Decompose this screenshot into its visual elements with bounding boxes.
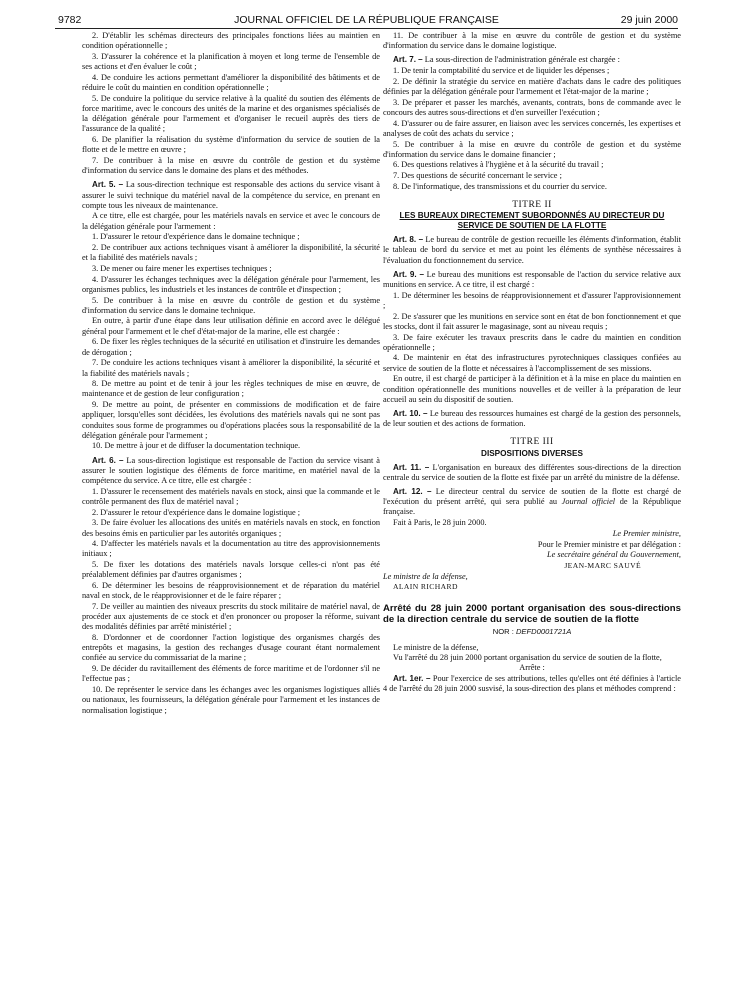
left-column	[82, 31, 380, 716]
arrete-intro-minister: Le ministre de la défense,	[393, 642, 479, 652]
paragraph-text: Le directeur central du service de soutien de la flotte est chargé de l'exécution du présent arrêté, qui sera publié au	[383, 487, 681, 507]
paragraph	[82, 539, 380, 559]
article-paragraph	[383, 487, 681, 518]
arrete-intro-vu: Vu l'arrêté du 28 juin 2000 portant organisation du service de soutien de la flotte,	[393, 652, 662, 662]
paragraph	[82, 581, 380, 601]
paragraph	[383, 66, 681, 76]
paragraph	[383, 374, 681, 405]
paragraph-text: Fait à Paris, le 28 juin 2000.	[393, 518, 487, 528]
paragraph-text: 3. D'assurer la cohérence et la planification à moyen et long terme de l'ensemble de ses actions et d'en évaluer le coût ;	[82, 51, 380, 72]
paragraph	[82, 518, 380, 538]
right-paragraphs-a	[383, 31, 681, 192]
paragraph-text: Le bureau des munitions est responsable de l'action du service relative aux munitions en service. A ce titre, il est chargé :	[383, 269, 681, 290]
paragraph-text: 9. De décider du ravitaillement des éléments de force maritime et de l'ordonner s'il ne l'effectue pas ;	[82, 664, 380, 684]
paragraph-text: 1. De tenir la comptabilité du service et de liquider les dépenses ;	[393, 66, 610, 76]
paragraph-text: 7. De conduire les actions techniques visant à améliorer la disponibilité, la sécurité et la fiabilité des matériels navals ;	[82, 358, 380, 378]
paragraph-text: 1. De déterminer les besoins de réapprovisionnement et d'assurer l'approvisionnement ;	[383, 290, 681, 310]
paragraph	[383, 182, 681, 192]
paragraph	[383, 140, 681, 160]
paragraph	[383, 518, 681, 528]
paragraph	[82, 633, 380, 664]
paragraph	[383, 353, 681, 373]
paragraph	[82, 296, 380, 316]
paragraph	[82, 602, 380, 633]
page-number: 9782	[58, 14, 82, 26]
paragraph-text: 1. D'assurer le retour d'expérience dans le domaine technique ;	[92, 232, 300, 242]
article-lead: Art. 6. –	[92, 455, 124, 465]
paragraph-text: 7. Des questions de sécurité concernant le service ;	[393, 171, 562, 181]
paragraph	[82, 316, 380, 336]
paragraph-text: Le bureau des ressources humaines est chargé de la gestion des personnels, de leur soutien et des actions de formation.	[383, 409, 681, 429]
article-lead: Art. 11. –	[393, 462, 430, 472]
right-paragraphs-b	[383, 235, 681, 429]
paragraph-text: 8. De l'informatique, des transmissions et du courrier du service.	[393, 181, 607, 191]
paragraph-text: 10. De représenter le service dans les échanges avec les organismes logistiques alliés ou nationaux, les fournisseurs, la délégation générale pour l'armement et les instances de normalisation logistique ;	[82, 685, 380, 715]
paragraph-text: 5. De fixer les dotations des matériels navals lorsque celles-ci n'ont pas été préalablement définies par d'autres organismes ;	[82, 560, 380, 580]
paragraph-text: 5. De conduire la politique du service relative à la qualité du soutien des éléments de force maritime, avec le concours des unités de la marine et des organismes spécialisés de la délégation générale pour l'armement et d'organiser le recueil auprès des tiers de l'assurance de la qualité ;	[82, 93, 380, 134]
paragraph	[82, 31, 380, 51]
paragraph	[82, 337, 380, 357]
article-paragraph	[383, 270, 681, 290]
paragraph	[383, 171, 681, 181]
pm-title: Le Premier ministre,	[612, 528, 681, 538]
paragraph	[383, 31, 681, 51]
paragraph	[383, 291, 681, 311]
paragraph	[82, 508, 380, 518]
title-ii-subheading: LES BUREAUX DIRECTEMENT SUBORDONNÉS AU DIRECTEUR DU SERVICE DE SOUTIEN DE LA FLOTTE	[399, 211, 665, 231]
paragraph-italic: Journal officiel	[561, 497, 616, 507]
article-paragraph	[383, 409, 681, 429]
paragraph-text: 10. De mettre à jour et de diffuser la documentation technique.	[92, 441, 301, 451]
paragraph-text: 8. De mettre au point et de tenir à jour les règles techniques de mise en œuvre, de maintenance et de gestion de leur configuration ;	[82, 379, 380, 399]
nor-reference	[383, 627, 681, 637]
article-paragraph	[383, 463, 681, 483]
paragraph	[82, 379, 380, 399]
paragraph	[383, 160, 681, 170]
minister-name: ALAIN RICHARD	[393, 582, 458, 592]
right-column	[383, 31, 681, 694]
paragraph	[82, 275, 380, 295]
nor-code: DEFD0001721A	[515, 626, 572, 636]
paragraph	[383, 312, 681, 332]
paragraph	[82, 685, 380, 716]
article-1-lead: Art. 1er. –	[393, 673, 431, 683]
article-lead: Art. 8. –	[393, 235, 424, 245]
paragraph-text: 2. D'assurer le retour d'expérience dans le domaine logistique ;	[92, 507, 301, 517]
paragraph	[82, 156, 380, 176]
paragraph-text: 6. De planifier la réalisation du système d'information du service de soutien de la flotte et de le mettre en œuvre ;	[82, 135, 380, 155]
arrete-article-1	[383, 674, 681, 694]
paragraph-text: En outre, il est chargé de participer à la définition et à la mise en place du maintien en condition opérationnelle des munitions nouvelles et de veiller à la préparation de leur accueil au sein du dispositif de soutien.	[383, 374, 681, 404]
paragraph-text: 7. De veiller au maintien des niveaux prescrits du stock militaire de matériel naval, de procéder aux ajustements de ce stock et d'en prononcer ou proposer la réforme, suivant des modalités définies par arrêté ministériel ;	[82, 601, 380, 632]
paragraph-text: 3. De faire évoluer les allocations des unités en matériels navals en stock, en fonction des besoins émis en particulier par les autorités organiques ;	[82, 518, 380, 538]
issue-date: 29 juin 2000	[620, 14, 678, 26]
paragraph-text: 4. De conduire les actions permettant d'améliorer la disponibilité des bâtiments et de réduire le coût du maintien en condition opérationnelle ;	[82, 72, 380, 93]
article-paragraph	[383, 235, 681, 266]
nor-label: NOR :	[492, 626, 514, 636]
paragraph-text: 1. D'assurer le recensement des matériels navals en stock, ainsi que la commande et le contrôle permanent des flux de matériel naval ;	[82, 486, 380, 506]
paragraph-text: 8. D'ordonner et de coordonner l'action logistique des organismes chargés des entrepôts et magasins, la gestion des rechanges d'usage courant étant normalement confiée au service du commissariat de la marine ;	[82, 633, 380, 663]
article-lead: Art. 5. –	[92, 180, 124, 190]
article-paragraph	[82, 456, 380, 487]
paragraph	[82, 264, 380, 274]
paragraph-text: 4. D'affecter les matériels navals et la documentation au titre des approvisionnements initiaux ;	[82, 539, 380, 559]
title-ii-heading: TITRE II	[512, 200, 552, 211]
paragraph-text: 2. De contribuer aux actions techniques visant à améliorer la disponibilité, la sécurité et la fiabilité des matériels navals ;	[82, 243, 380, 263]
article-lead: Art. 12. –	[393, 487, 432, 497]
paragraph	[82, 243, 380, 263]
paragraph-text: 2. De définir la stratégie du service en matière d'achats dans le cadre des politiques définies par la délégation générale pour l'armement et l'état-major de la marine ;	[383, 76, 681, 97]
minister-title: Le ministre de la défense,	[383, 571, 468, 581]
paragraph-text: 3. De faire exécuter les travaux prescrits dans le cadre du maintien en condition opérationnelle ;	[383, 332, 681, 352]
paragraph-text: 6. De fixer les règles techniques de la sécurité en utilisation et d'instruire les demandes de dérogation ;	[82, 337, 380, 357]
paragraph	[82, 52, 380, 72]
paragraph-text: 7. De contribuer à la mise en œuvre du contrôle de gestion et du système d'information du service dans le domaine des plans et des méthodes.	[82, 155, 380, 176]
paragraph	[82, 73, 380, 93]
paragraph	[82, 441, 380, 451]
paragraph-text: A ce titre, elle est chargée, pour les matériels navals en service et avec le concours de la délégation générale pour l'armement :	[82, 211, 380, 231]
paragraph-text: La sous-direction logistique est responsable de l'action du service visant à assurer le soutien logistique des éléments de force maritime, en matériel naval de la compétence du service. A ce titre, elle est chargée :	[82, 455, 380, 486]
paragraph	[383, 98, 681, 118]
article-lead: Art. 7. –	[393, 55, 423, 65]
arrete-title: Arrêté du 28 juin 2000 portant organisation des sous-directions de la direction centrale du service de soutien de la flotte	[383, 602, 681, 625]
paragraph-text: La sous-direction de l'administration générale est chargée :	[422, 55, 620, 65]
article-lead: Art. 10. –	[393, 409, 428, 418]
paragraph-text: 5. De contribuer à la mise en œuvre du contrôle de gestion et du système d'information du service dans le domaine technique.	[82, 295, 380, 315]
paragraph	[383, 77, 681, 97]
paragraph	[82, 211, 380, 231]
paragraph	[82, 560, 380, 580]
paragraph	[82, 487, 380, 507]
paragraph	[82, 135, 380, 155]
paragraph	[82, 94, 380, 135]
paragraph-text: 5. De contribuer à la mise en œuvre du contrôle de gestion et du système d'information du service dans le domaine financier ;	[383, 139, 681, 159]
right-paragraphs-c	[383, 463, 681, 529]
paragraph-tail: de la République française.	[383, 497, 681, 517]
paragraph-text: 3. De mener ou faire mener les expertises techniques ;	[92, 263, 272, 273]
paragraph-text: La sous-direction technique est responsable des actions du service visant à assurer le suivi technique du matériel naval de la compétence du service, en prenant en compte tous les niveaux de maintenance.	[82, 180, 380, 210]
paragraph	[383, 333, 681, 353]
paragraph-text: 4. D'assurer ou de faire assurer, en liaison avec les services concernés, les expertises et analyses de coût des achats du service ;	[383, 118, 681, 138]
paragraph	[82, 358, 380, 378]
journal-title: JOURNAL OFFICIEL DE LA RÉPUBLIQUE FRANÇAISE	[234, 14, 499, 26]
article-lead: Art. 9. –	[393, 269, 424, 279]
sg-name: JEAN-MARC SAUVÉ	[564, 560, 641, 570]
title-iii-heading: TITRE III	[510, 437, 554, 448]
paragraph-text: En outre, à partir d'une étape dans leur utilisation définie en accord avec le délégué général pour l'armement et le chef d'état-major de la marine, elle est chargée :	[82, 316, 380, 336]
paragraph	[82, 400, 380, 441]
article-paragraph	[383, 55, 681, 65]
paragraph-text: 6. De déterminer les besoins de réapprovisionnement et de réparation du matériel naval en stock, de le réapprovisionner et de le faire réparer ;	[82, 581, 380, 601]
article-paragraph	[82, 180, 380, 211]
sg-title: Le secrétaire général du Gouvernement,	[546, 550, 681, 560]
paragraph	[82, 232, 380, 242]
paragraph-text: Le bureau de contrôle de gestion recueille les éléments d'information, établit le tableau de bord du service et met au point les éléments de synthèse nécessaires à l'évaluation du fonctionnement du service.	[383, 235, 681, 265]
paragraph-text: 2. De s'assurer que les munitions en service sont en état de bon fonctionnement et que les stocks, dont il fait assurer le magasinage, sont au niveau requis ;	[383, 311, 681, 331]
paragraph-text: L'organisation en bureaux des différentes sous-directions de la direction centrale du service de soutien de la flotte est fixée par un arrêté du ministre de la défense.	[383, 462, 681, 482]
paragraph	[82, 664, 380, 684]
paragraph-text: 4. De maintenir en état des infrastructures pyrotechniques classiques confiées au service de soutien de la flotte et nécessaires à l'accomplissement de ses missions.	[383, 353, 681, 373]
title-iii-subheading: DISPOSITIONS DIVERSES	[481, 448, 583, 458]
paragraph-text: 6. Des questions relatives à l'hygiène et à la sécurité du travail ;	[393, 160, 604, 170]
paragraph-text: 4. D'assurer les échanges techniques avec la délégation générale pour l'armement, les organismes publics, les industriels et les instances de contrôle et d'inspection ;	[82, 274, 380, 294]
paragraph-text: 2. D'établir les schémas directeurs des principales fonctions liées au maintien en condition opérationnelle ;	[82, 31, 380, 51]
paragraph-text: 11. De contribuer à la mise en œuvre du contrôle de gestion et du système d'information du service dans le domaine logistique.	[383, 31, 681, 51]
page-header	[55, 12, 678, 29]
paragraph	[383, 119, 681, 139]
arrete-label: Arrête :	[519, 663, 545, 673]
article-1-text: Pour l'exercice de ses attributions, telles qu'elles ont été définies à l'article 4 de l'arrêté du 28 juin 2000 susvisé, la sous-direction des plans et méthodes comprend :	[383, 673, 681, 694]
paragraph-text: 9. De mettre au point, de présenter en commissions de modification et de faire appliquer, lorsqu'elles sont décidées, les évolutions des matériels navals qui ne sont pas conduites sous forme de programmes ou d'opérations placées sous la responsabilité de la délégation générale pour l'armement ;	[82, 400, 380, 440]
paragraph-text: 3. De préparer et passer les marchés, avenants, contrats, bons de commande avec le concours des autres sous-directions et d'en surveiller l'exécution ;	[383, 97, 681, 117]
pm-delegation: Pour le Premier ministre et par délégation :	[537, 539, 681, 549]
